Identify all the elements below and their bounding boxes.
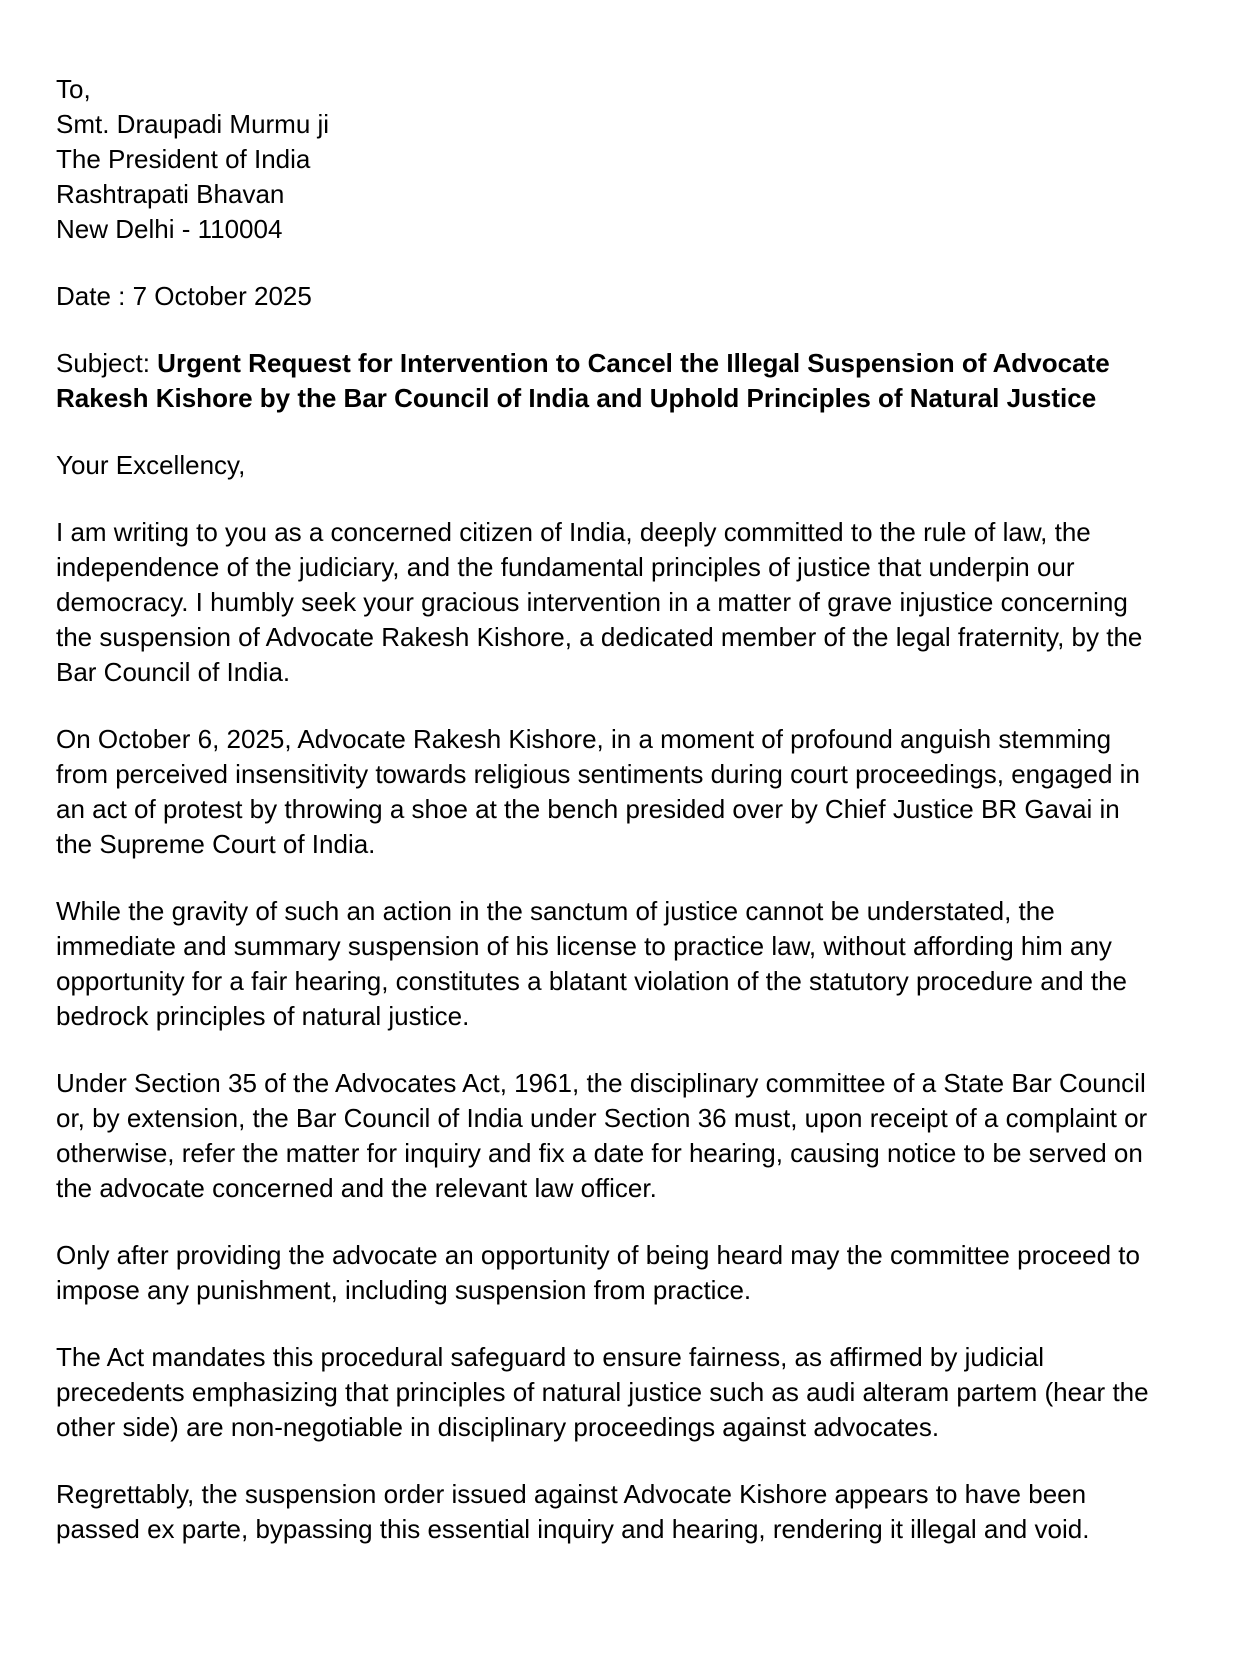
paragraph-intro: I am writing to you as a concerned citizen of India, deeply committed to the rule of law, the independence of the judiciary, and the fundamental principles of justice that underpin our democracy. I humbly seek your gracious intervention in a matter of grave injustice concerning the suspension of Advocate Rakesh Kishore, a dedicated member of the legal fraternity, by the Bar Council of India.	[56, 517, 1143, 687]
subject-line	[56, 346, 1159, 416]
paragraph-incident: On October 6, 2025, Advocate Rakesh Kishore, in a moment of profound anguish stemming from perceived insensitivity towards religious sentiments during court proceedings, engaged in an act of protest by throwing a shoe at the bench presided over by Chief Justice BR Gavai in the Supreme Court of India.	[56, 724, 1140, 859]
body-paragraph	[56, 894, 1159, 1034]
recipient-address-block	[56, 72, 1159, 247]
body-paragraph	[56, 1340, 1159, 1445]
paragraph-act-mandates: The Act mandates this procedural safeguard to ensure fairness, as affirmed by judicial precedents emphasizing that principles of natural justice such as audi alteram partem (hear the other side) are non-negotiable in disciplinary proceedings against advocates.	[56, 1342, 1149, 1442]
body-paragraph	[56, 1238, 1159, 1308]
body-paragraph	[56, 1477, 1159, 1547]
paragraph-regrettably: Regrettably, the suspension order issued against Advocate Kishore appears to have been passed ex parte, bypassing this essential inquiry and hearing, rendering it illegal and void.	[56, 1479, 1090, 1544]
recipient-line-to: To,	[56, 74, 91, 104]
recipient-line-building: Rashtrapati Bhavan	[56, 179, 285, 209]
subject-text: Urgent Request for Intervention to Cancel the Illegal Suspension of Advocate Rakesh Kishore by the Bar Council of India and Uphold Principles of Natural Justice	[56, 348, 1110, 413]
date-line: Date : 7 October 2025	[56, 281, 312, 311]
date-block	[56, 279, 1159, 314]
salutation: Your Excellency,	[56, 450, 246, 480]
paragraph-section-35: Under Section 35 of the Advocates Act, 1961, the disciplinary committee of a State Bar Council or, by extension, the Bar Council of India under Section 36 must, upon receipt of a complaint or otherwise, refer the matter for inquiry and fix a date for hearing, causing notice to be served on the advocate concerned and the relevant law officer.	[56, 1068, 1148, 1203]
paragraph-hearing: Only after providing the advocate an opportunity of being heard may the committee proceed to impose any punishment, including suspension from practice.	[56, 1240, 1140, 1305]
recipient-line-city: New Delhi - 110004	[56, 214, 283, 244]
subject-block	[56, 346, 1159, 416]
recipient-line-name: Smt. Draupadi Murmu ji	[56, 109, 330, 139]
paragraph-gravity: While the gravity of such an action in the sanctum of justice cannot be understated, the immediate and summary suspension of his license to practice law, without affording him any opportunity for a fair hearing, constitutes a blatant violation of the statutory procedure and the bedrock principles of natural justice.	[56, 896, 1127, 1031]
recipient-line-title: The President of India	[56, 144, 311, 174]
salutation-block	[56, 448, 1159, 483]
body-paragraph	[56, 722, 1159, 862]
body-paragraph	[56, 515, 1159, 690]
body-paragraph	[56, 1066, 1159, 1206]
subject-label: Subject:	[56, 348, 158, 378]
